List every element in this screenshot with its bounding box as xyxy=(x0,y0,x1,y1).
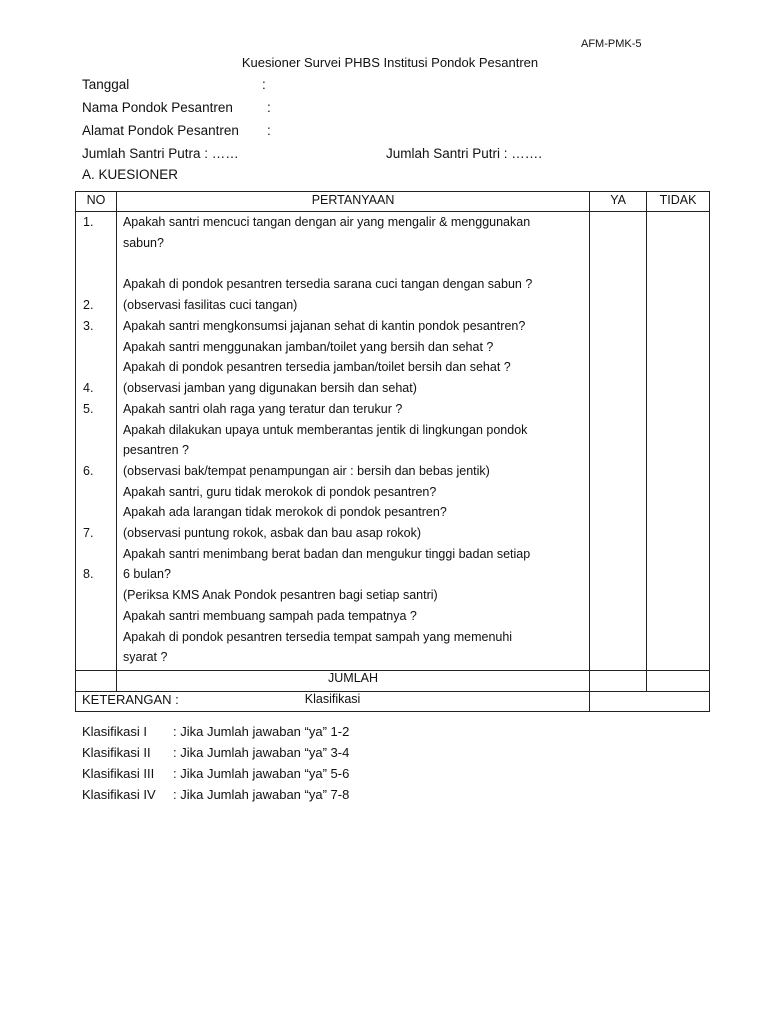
klasifikasi-item xyxy=(82,745,350,760)
answer-ya-cell[interactable] xyxy=(590,212,647,671)
section-title: A. KUESIONER xyxy=(82,167,179,182)
question-number: 8. xyxy=(83,567,94,581)
question-number: 1. xyxy=(83,215,94,229)
jumlah-tidak-cell[interactable] xyxy=(647,671,710,692)
field-santri-putri xyxy=(386,146,542,161)
klasifikasi-item-desc: : Jika Jumlah jawaban “ya” 7-8 xyxy=(173,787,350,802)
field-label: Tanggal xyxy=(82,77,130,92)
field-label: Nama Pondok Pesantren xyxy=(82,100,233,115)
header-pertanyaan: PERTANYAAN xyxy=(116,192,589,212)
field-tanggal xyxy=(82,77,266,92)
question-line: Apakah santri, guru tidak merokok di pondok pesantren? xyxy=(122,485,437,499)
field-santri-putra xyxy=(82,146,239,161)
question-line: Apakah ada larangan tidak merokok di pondok pesantren? xyxy=(122,505,447,519)
jumlah-ya-cell[interactable] xyxy=(590,671,647,692)
header-no: NO xyxy=(76,192,117,212)
question-line: Apakah santri membuang sampah pada tempatnya ? xyxy=(122,609,417,623)
field-alamat-pondok xyxy=(82,123,271,138)
jumlah-no-cell xyxy=(76,671,117,692)
field-colon: : xyxy=(262,77,266,92)
number-column xyxy=(76,212,117,671)
question-line: Apakah santri mengkonsumsi jajanan sehat di kantin pondok pesantren? xyxy=(122,319,526,333)
question-line: sabun? xyxy=(122,236,164,250)
klasifikasi-item-label: Klasifikasi IV xyxy=(82,787,156,802)
field-colon: : xyxy=(267,123,271,138)
keterangan-heading: KETERANGAN : xyxy=(82,692,179,707)
klasifikasi-item-label: Klasifikasi I xyxy=(82,724,148,739)
question-line: 6 bulan? xyxy=(122,567,171,581)
klasifikasi-item-label: Klasifikasi III xyxy=(82,766,155,781)
field-nama-pondok xyxy=(82,100,271,115)
klasifikasi-item xyxy=(82,766,350,781)
field-label: Jumlah Santri Putra : …… xyxy=(82,146,239,161)
question-line: Apakah santri olah raga yang teratur dan terukur ? xyxy=(122,402,403,416)
question-line: syarat ? xyxy=(122,650,168,664)
question-line: Apakah santri mencuci tangan dengan air yang mengalir & menggunakan xyxy=(122,215,531,229)
document-code: AFM-PMK-5 xyxy=(581,38,642,50)
document-title: Kuesioner Survei PHBS Institusi Pondok Pesantren xyxy=(241,55,539,70)
question-line: (Periksa KMS Anak Pondok pesantren bagi setiap santri) xyxy=(122,588,438,602)
klasifikasi-item-desc: : Jika Jumlah jawaban “ya” 1-2 xyxy=(173,724,350,739)
field-colon: : xyxy=(267,100,271,115)
field-label: Alamat Pondok Pesantren xyxy=(82,123,239,138)
klasifikasi-item xyxy=(82,787,350,802)
question-number: 7. xyxy=(83,526,94,540)
klasifikasi-item xyxy=(82,724,350,739)
table-body-row xyxy=(76,212,710,671)
question-line: pesantren ? xyxy=(122,443,189,457)
question-line: (observasi puntung rokok, asbak dan bau asap rokok) xyxy=(122,526,422,540)
question-line: (observasi fasilitas cuci tangan) xyxy=(122,298,298,312)
question-number: 4. xyxy=(83,381,94,395)
klasifikasi-label: Klasifikasi xyxy=(76,692,590,712)
jumlah-row xyxy=(76,671,710,692)
question-number: 2. xyxy=(83,298,94,312)
question-number: 5. xyxy=(83,402,94,416)
header-ya: YA xyxy=(590,192,647,212)
question-line: Apakah di pondok pesantren tersedia jamban/toilet bersih dan sehat ? xyxy=(122,360,511,374)
question-number: 3. xyxy=(83,319,94,333)
header-tidak: TIDAK xyxy=(647,192,710,212)
question-line: Apakah di pondok pesantren tersedia sarana cuci tangan dengan sabun ? xyxy=(122,277,533,291)
questionnaire-table xyxy=(75,191,710,712)
question-line: (observasi bak/tempat penampungan air : bersih dan bebas jentik) xyxy=(122,464,490,478)
question-number: 6. xyxy=(83,464,94,478)
klasifikasi-item-desc: : Jika Jumlah jawaban “ya” 5-6 xyxy=(173,766,350,781)
question-line: Apakah santri menimbang berat badan dan mengukur tinggi badan setiap xyxy=(122,547,531,561)
question-line: Apakah dilakukan upaya untuk memberantas jentik di lingkungan pondok xyxy=(122,423,528,437)
klasifikasi-item-desc: : Jika Jumlah jawaban “ya” 3-4 xyxy=(173,745,350,760)
question-line: Apakah santri menggunakan jamban/toilet yang bersih dan sehat ? xyxy=(122,340,494,354)
question-line: (observasi jamban yang digunakan bersih dan sehat) xyxy=(122,381,417,395)
jumlah-label: JUMLAH xyxy=(116,671,589,692)
answer-tidak-cell[interactable] xyxy=(647,212,710,671)
question-line: Apakah di pondok pesantren tersedia tempat sampah yang memenuhi xyxy=(122,630,513,644)
klasifikasi-item-label: Klasifikasi II xyxy=(82,745,151,760)
table-header-row xyxy=(76,192,710,212)
question-column xyxy=(116,212,589,671)
field-label: Jumlah Santri Putri : ……. xyxy=(386,146,543,161)
klasifikasi-value-cell[interactable] xyxy=(590,692,710,712)
